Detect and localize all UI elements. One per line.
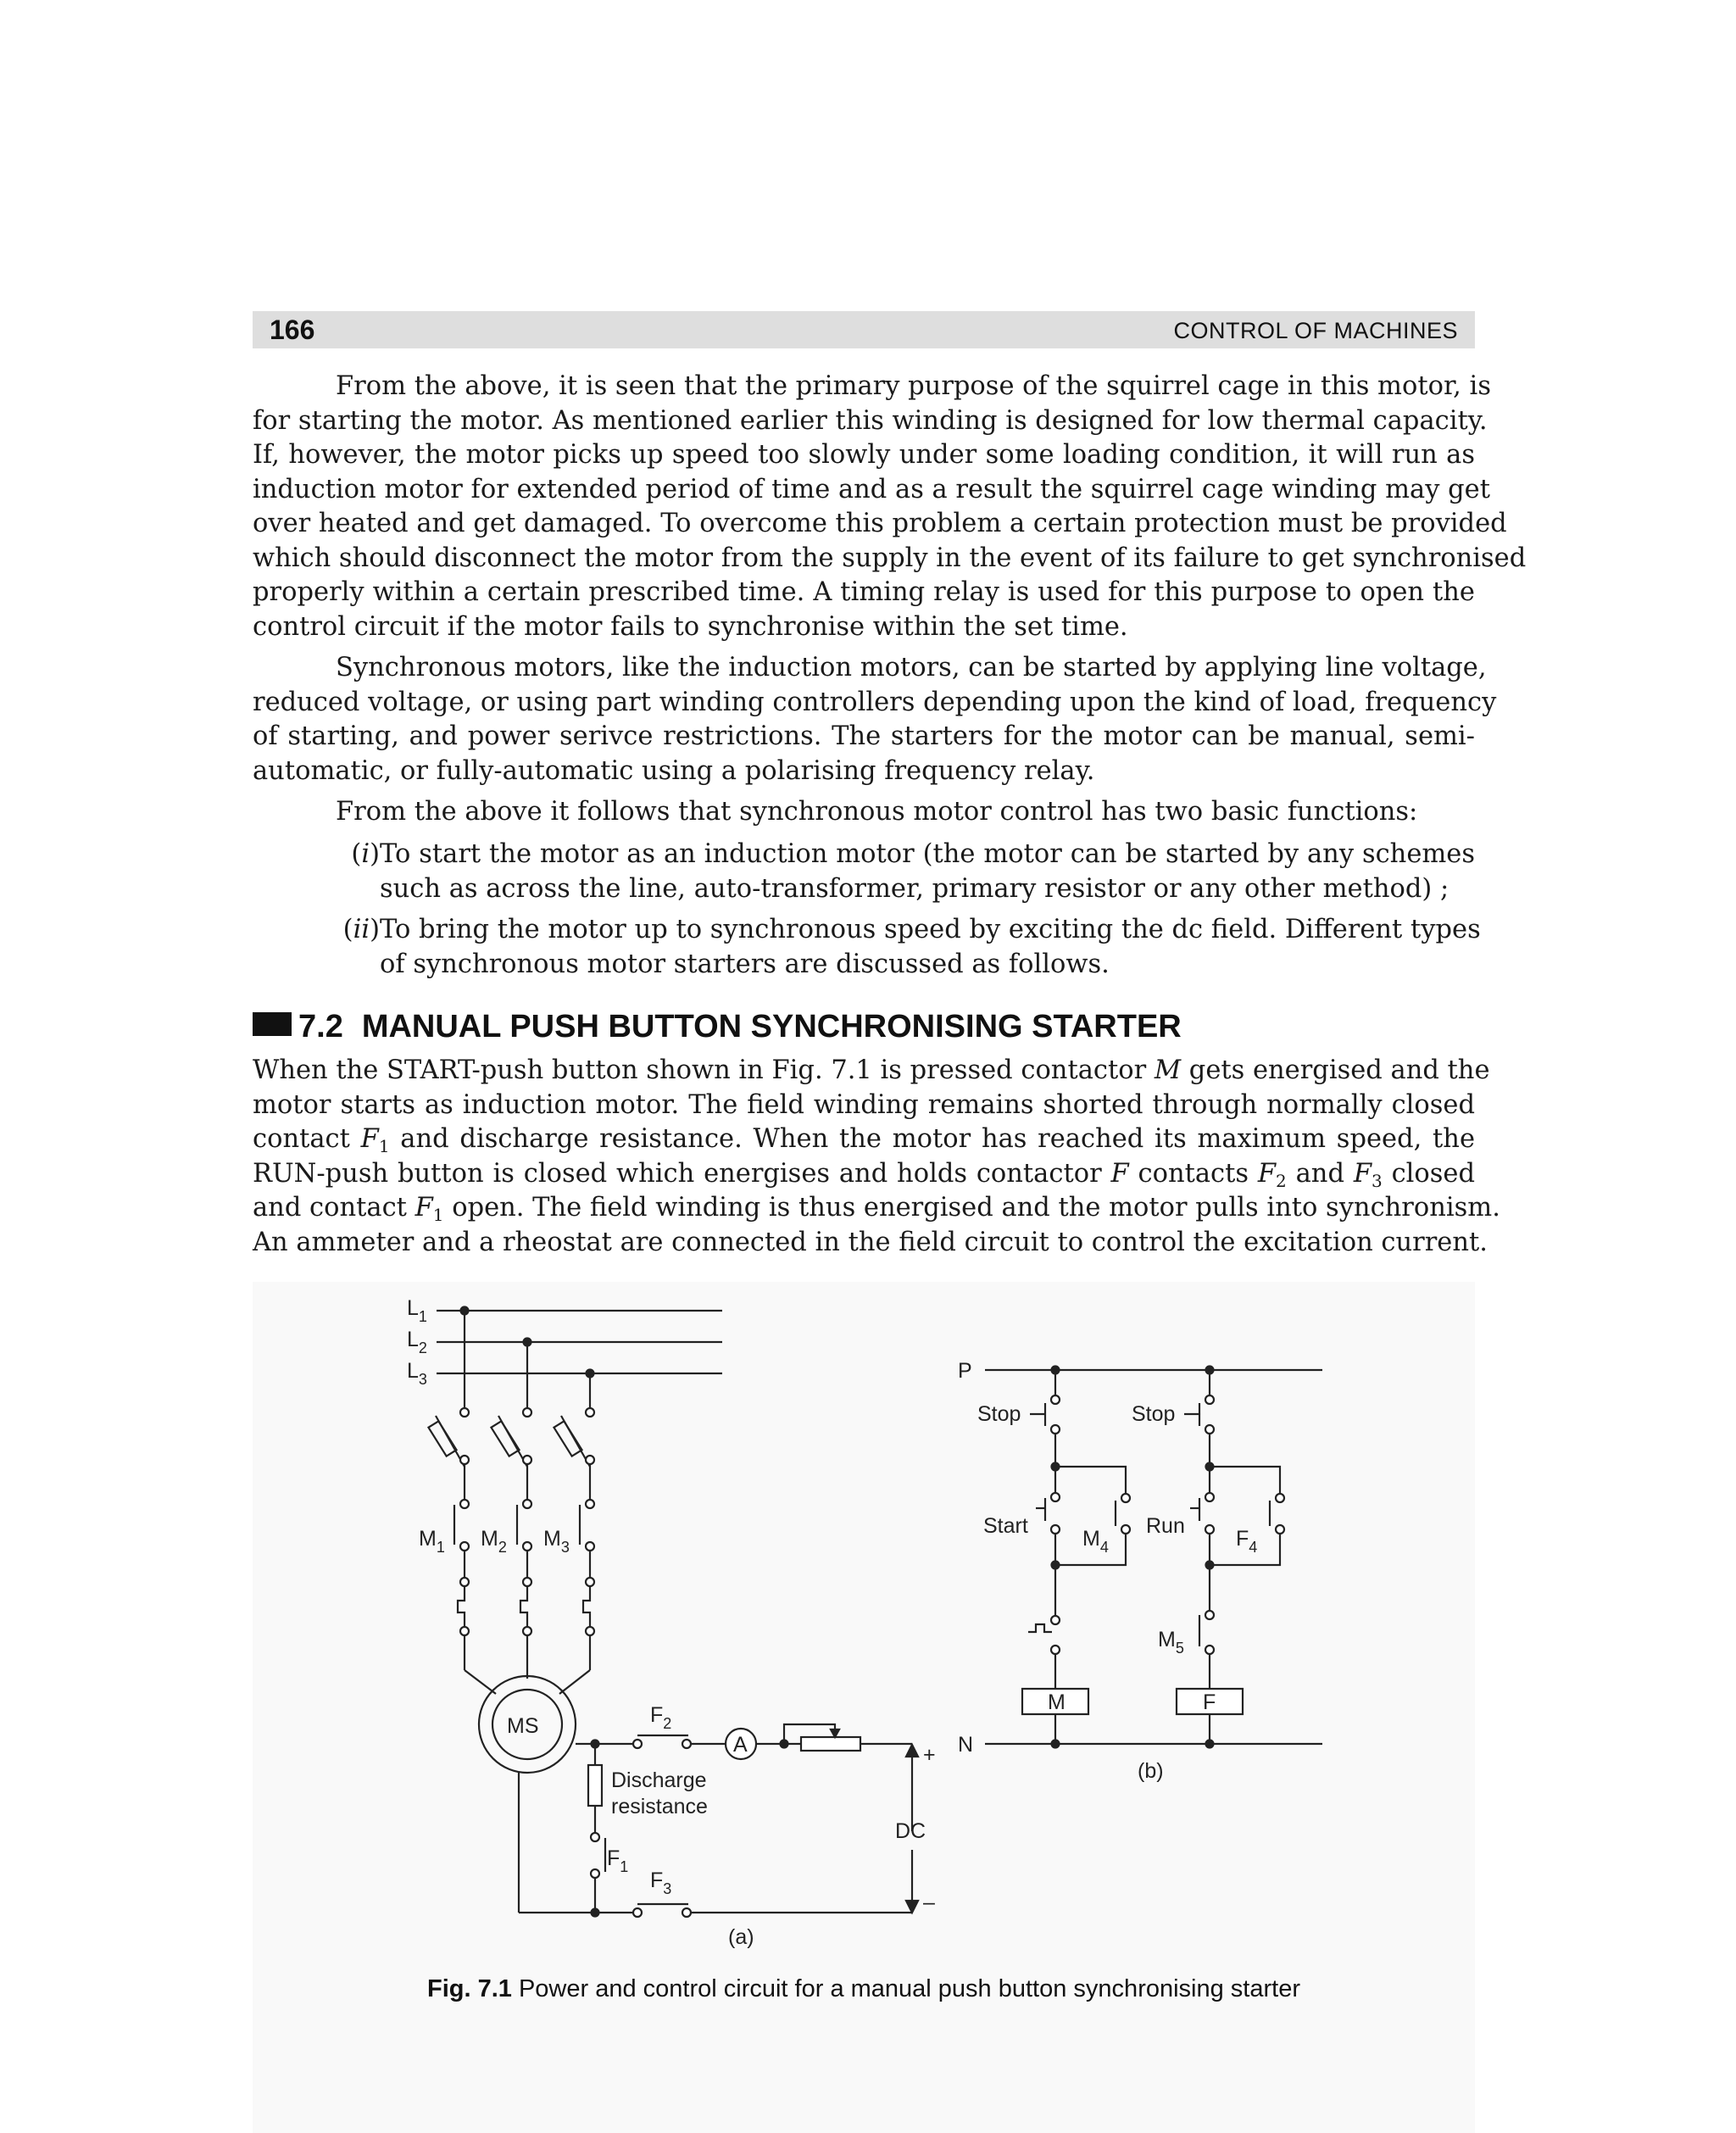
rheostat-arrow-icon (831, 1729, 839, 1737)
paragraph-line: automatic, or fully-automatic using a polarising frequency relay. (253, 755, 1095, 786)
rheostat-icon (801, 1737, 860, 1751)
list-line: of synchronous motor starters are discussed as follows. (380, 949, 1110, 979)
label-discharge-2: resistance (611, 1795, 708, 1818)
label-start: Start (983, 1514, 1028, 1538)
rung-f (1177, 1370, 1284, 1748)
paragraph-line: contact $F_1$ and discharge resistance. When the motor has reached its maximum speed, the (253, 1124, 1476, 1156)
label-m4: $M_4$ (1082, 1527, 1109, 1556)
paragraph-line: RUN-push button is closed which energises and holds contactor F contacts $F_2$ and $F_3$ closed (253, 1158, 1475, 1191)
paragraph-line: over heated and get damaged. To overcome this problem a certain protection must be provided (253, 509, 1507, 538)
dc-arrow-down-icon (906, 1901, 918, 1913)
caption-text: Power and control circuit for a manual push button synchronising starter (511, 1975, 1300, 2002)
overload-contact-icon (1028, 1624, 1052, 1632)
label-minus: – (923, 1891, 935, 1914)
paragraph-line: reduced voltage, or using part winding controllers depending upon the kind of load, frequency (253, 687, 1497, 717)
label-n: N (958, 1733, 974, 1757)
paragraph-line: which should disconnect the motor from the supply in the event of its failure to get synchronised (253, 543, 1527, 573)
paragraph-line: for starting the motor. As mentioned earlier this winding is designed for low thermal capacity. (253, 405, 1488, 436)
overload-heater-icon (458, 1586, 465, 1626)
paragraph-line: From the above it follows that synchronous motor control has two basic functions: (336, 797, 1418, 827)
phase-branch-1 (428, 1311, 496, 1694)
label-f4: $F_4$ (1236, 1527, 1258, 1556)
list-line: To start the motor as an induction motor (the motor can be started by any schemes (380, 839, 1475, 869)
rung-m (1022, 1370, 1130, 1748)
label-l3: $L_3$ (407, 1359, 427, 1388)
label-p: P (958, 1359, 972, 1383)
page-number: 166 (270, 315, 315, 345)
label-stop-2: Stop (1132, 1402, 1176, 1426)
list-marker: (ii) (342, 915, 380, 944)
label-l1: $L_1$ (407, 1296, 427, 1325)
figure-caption (253, 1975, 1475, 2003)
label-ammeter: A (733, 1733, 748, 1757)
label-coil-f: F (1203, 1690, 1216, 1714)
label-stop-1: Stop (977, 1402, 1021, 1426)
paragraph-line: and contact $F_1$ open. The field winding is thus energised and the motor pulls into synchronism. (253, 1193, 1500, 1225)
label-f3: $F_3$ (650, 1868, 672, 1897)
label-dc: DC (895, 1819, 926, 1843)
overload-heater-icon (583, 1586, 590, 1626)
section-title: MANUAL PUSH BUTTON SYNCHRONISING STARTER (361, 1009, 1182, 1044)
label-a: (a) (728, 1925, 754, 1949)
label-f2: $F_2$ (650, 1703, 672, 1732)
section-number: 7.2 (298, 1009, 343, 1044)
dc-arrow-up-icon (906, 1745, 918, 1757)
label-m5: $M_5$ (1158, 1628, 1184, 1657)
label-f1: $F_1$ (607, 1846, 629, 1875)
fuse-icon (554, 1421, 581, 1456)
caption-label: Fig. 7.1 (426, 1975, 512, 2002)
label-m1: $M_1$ (419, 1527, 445, 1556)
diagram-labels (407, 1296, 1257, 1949)
paragraph-line: induction motor for extended period of time and as a result the squirrel cage winding may get (253, 474, 1490, 504)
paragraph-line: control circuit if the motor fails to synchronise within the set time. (253, 611, 1128, 642)
list-line: To bring the motor up to synchronous speed by exciting the dc field. Different types (380, 915, 1481, 944)
label-plus: + (923, 1743, 936, 1767)
fuse-icon (428, 1421, 456, 1456)
label-motor: MS (507, 1714, 539, 1738)
paragraph-line: From the above, it is seen that the primary purpose of the squirrel cage in this motor, is (336, 371, 1491, 401)
paragraph-line: properly within a certain prescribed time. A timing relay is used for this purpose to open the (253, 577, 1475, 607)
label-m3: $M_3$ (543, 1527, 570, 1556)
label-b: (b) (1138, 1759, 1164, 1783)
paragraph-line: motor starts as induction motor. The field winding remains shorted through normally closed (253, 1089, 1475, 1120)
paragraph-line: If, however, the motor picks up speed too slowly under some loading condition, it will run as (253, 440, 1475, 470)
overload-heater-icon (520, 1586, 527, 1626)
power-circuit (428, 1307, 918, 1918)
chapter-title: CONTROL OF MACHINES (1173, 318, 1458, 343)
label-discharge-1: Discharge (611, 1768, 707, 1792)
label-coil-m: M (1048, 1690, 1066, 1714)
paragraph-line: When the START-push button shown in Fig. 7.1 is pressed contactor M gets energised and the (253, 1055, 1490, 1085)
paragraph-line: Synchronous motors, like the induction motors, can be started by applying line voltage, (336, 653, 1487, 682)
paragraph-line: of starting, and power serivce restrictions. The starters for the motor can be manual, semi- (253, 721, 1475, 751)
list-line: such as across the line, auto-transformer, primary resistor or any other method) ; (380, 873, 1449, 904)
phase-branch-2 (491, 1342, 531, 1679)
label-m2: $M_2$ (481, 1527, 507, 1556)
discharge-resistor-icon (588, 1765, 602, 1806)
paragraph-line: An ammeter and a rheostat are connected in the field circuit to control the excitation current. (253, 1227, 1488, 1257)
label-run: Run (1146, 1514, 1185, 1538)
fuse-icon (491, 1421, 519, 1456)
label-l2: $L_2$ (407, 1328, 427, 1356)
list-marker: (i) (351, 839, 380, 869)
